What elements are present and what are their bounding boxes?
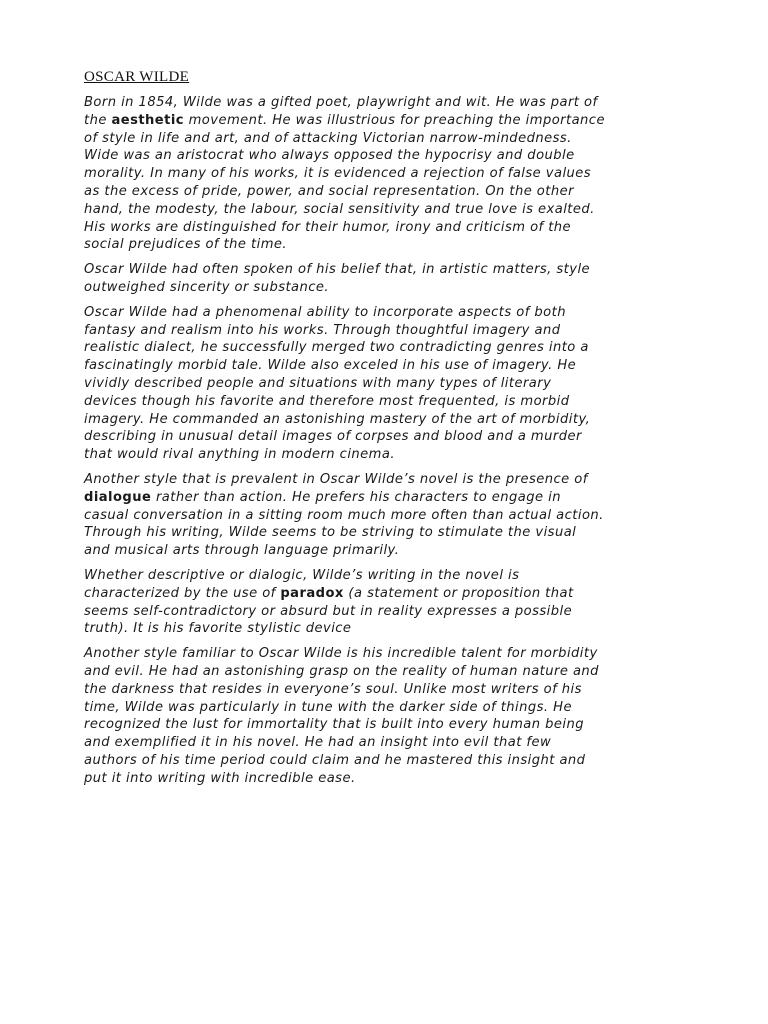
text-line [84, 236, 688, 254]
text-segment: His works are distinguished for their humor, irony and criticism of the [84, 219, 572, 235]
text-segment: as the excess of pride, power, and social representation. On the other [84, 183, 574, 199]
text-line [84, 645, 688, 663]
text-line [84, 699, 688, 717]
text-segment: and exemplified it in his novel. He had an insight into evil that few [84, 735, 552, 751]
text-segment: fantasy and realism into his works. Through thoughtful imagery and [84, 322, 561, 338]
text-segment: hand, the modesty, the labour, social sensitivity and true love is exalted. [84, 201, 595, 217]
text-segment: Another style familiar to Oscar Wilde is his incredible talent for morbidity [84, 646, 598, 662]
text-line [84, 585, 688, 603]
text-line [84, 219, 688, 237]
text-line [84, 716, 688, 734]
text-line [84, 147, 688, 165]
text-line [84, 130, 688, 148]
paragraph [84, 304, 688, 464]
text-line [84, 393, 688, 411]
text-segment: Wide was an aristocrat who always opposed the hypocrisy and double [84, 148, 575, 164]
text-line [84, 428, 688, 446]
text-segment: seems self-contradictory or absurd but in reality expresses a possible [84, 603, 573, 619]
text-segment: put it into writing with incredible ease. [84, 770, 356, 786]
paragraph [84, 567, 688, 638]
text-line [84, 94, 688, 112]
text-line [84, 734, 688, 752]
text-line [84, 261, 688, 279]
emphasized-term: dialogue [84, 489, 152, 505]
text-line [84, 620, 688, 638]
text-line [84, 304, 688, 322]
text-segment: social prejudices of the time. [84, 237, 288, 253]
text-segment: Another style that is prevalent in Oscar Wilde’s novel is the presence of [84, 471, 588, 487]
text-segment: devices though his favorite and therefore most frequented, is morbid [84, 393, 570, 409]
text-segment: rather than action. He prefers his characters to engage in [151, 489, 561, 505]
text-line [84, 524, 688, 542]
text-segment: (a statement or proposition that [343, 585, 574, 601]
text-segment: characterized by the use of [84, 585, 281, 601]
text-line [84, 112, 688, 130]
text-line [84, 165, 688, 183]
text-line [84, 183, 688, 201]
text-segment: Oscar Wilde had a phenomenal ability to incorporate aspects of both [84, 304, 566, 320]
emphasized-term: paradox [280, 585, 344, 601]
text-line [84, 663, 688, 681]
text-segment: and evil. He had an astonishing grasp on the reality of human nature and [84, 663, 599, 679]
text-line [84, 770, 688, 788]
text-segment: casual conversation in a sitting room much more often than actual action. [84, 507, 604, 523]
text-line [84, 201, 688, 219]
paragraph [84, 94, 688, 254]
text-line [84, 322, 688, 340]
paragraph [84, 471, 688, 560]
text-segment: movement. He was illustrious for preaching the importance [183, 112, 605, 128]
text-line [84, 357, 688, 375]
text-segment: recognized the lust for immortality that is built into every human being [84, 717, 584, 733]
text-line [84, 603, 688, 621]
text-segment: realistic dialect, he successfully merged two contradicting genres into a [84, 340, 589, 356]
text-segment: and musical arts through language primarily. [84, 543, 400, 559]
text-segment: authors of his time period could claim and he mastered this insight and [84, 752, 586, 768]
text-line [84, 752, 688, 770]
text-segment: vividly described people and situations with many types of literary [84, 375, 552, 391]
text-line [84, 567, 688, 585]
text-line [84, 542, 688, 560]
text-line [84, 339, 688, 357]
text-segment: fascinatingly morbid tale. Wilde also exceled in his use of imagery. He [84, 358, 577, 374]
text-line [84, 446, 688, 464]
document-title: OSCAR WILDE [84, 69, 190, 85]
text-segment: Born in 1854, Wilde was a gifted poet, playwright and wit. He was part of [84, 95, 598, 110]
text-line [84, 411, 688, 429]
emphasized-term: aesthetic [111, 112, 184, 128]
text-line [84, 489, 688, 507]
text-line [84, 507, 688, 525]
text-segment: describing in unusual detail images of corpses and blood and a murder [84, 429, 582, 445]
text-segment: the [84, 112, 112, 128]
text-line [84, 279, 688, 297]
text-segment: the darkness that resides in everyone’s soul. Unlike most writers of his [84, 681, 582, 697]
text-segment: outweighed sincerity or substance. [84, 279, 330, 295]
text-segment: Whether descriptive or dialogic, Wilde’s writing in the novel is [84, 567, 520, 583]
text-segment: time, Wilde was particularly in tune with the darker side of things. He [84, 699, 572, 715]
paragraph [84, 261, 688, 297]
text-line [84, 471, 688, 489]
text-segment: truth). It is his favorite stylistic device [84, 621, 352, 637]
text-segment: Oscar Wilde had often spoken of his belief that, in artistic matters, style [84, 262, 591, 278]
text-segment: morality. In many of his works, it is evidenced a rejection of false values [84, 166, 592, 182]
text-segment: imagery. He commanded an astonishing mastery of the art of morbidity, [84, 411, 591, 427]
text-segment: that would rival anything in modern cinema. [84, 447, 395, 463]
text-segment: of style in life and art, and of attacking Victorian narrow-mindedness. [84, 130, 572, 146]
text-line [84, 375, 688, 393]
text-segment: Through his writing, Wilde seems to be striving to stimulate the visual [84, 525, 577, 541]
paragraph [84, 645, 688, 787]
document-body [84, 94, 688, 787]
text-line [84, 681, 688, 699]
document-page [84, 66, 688, 794]
